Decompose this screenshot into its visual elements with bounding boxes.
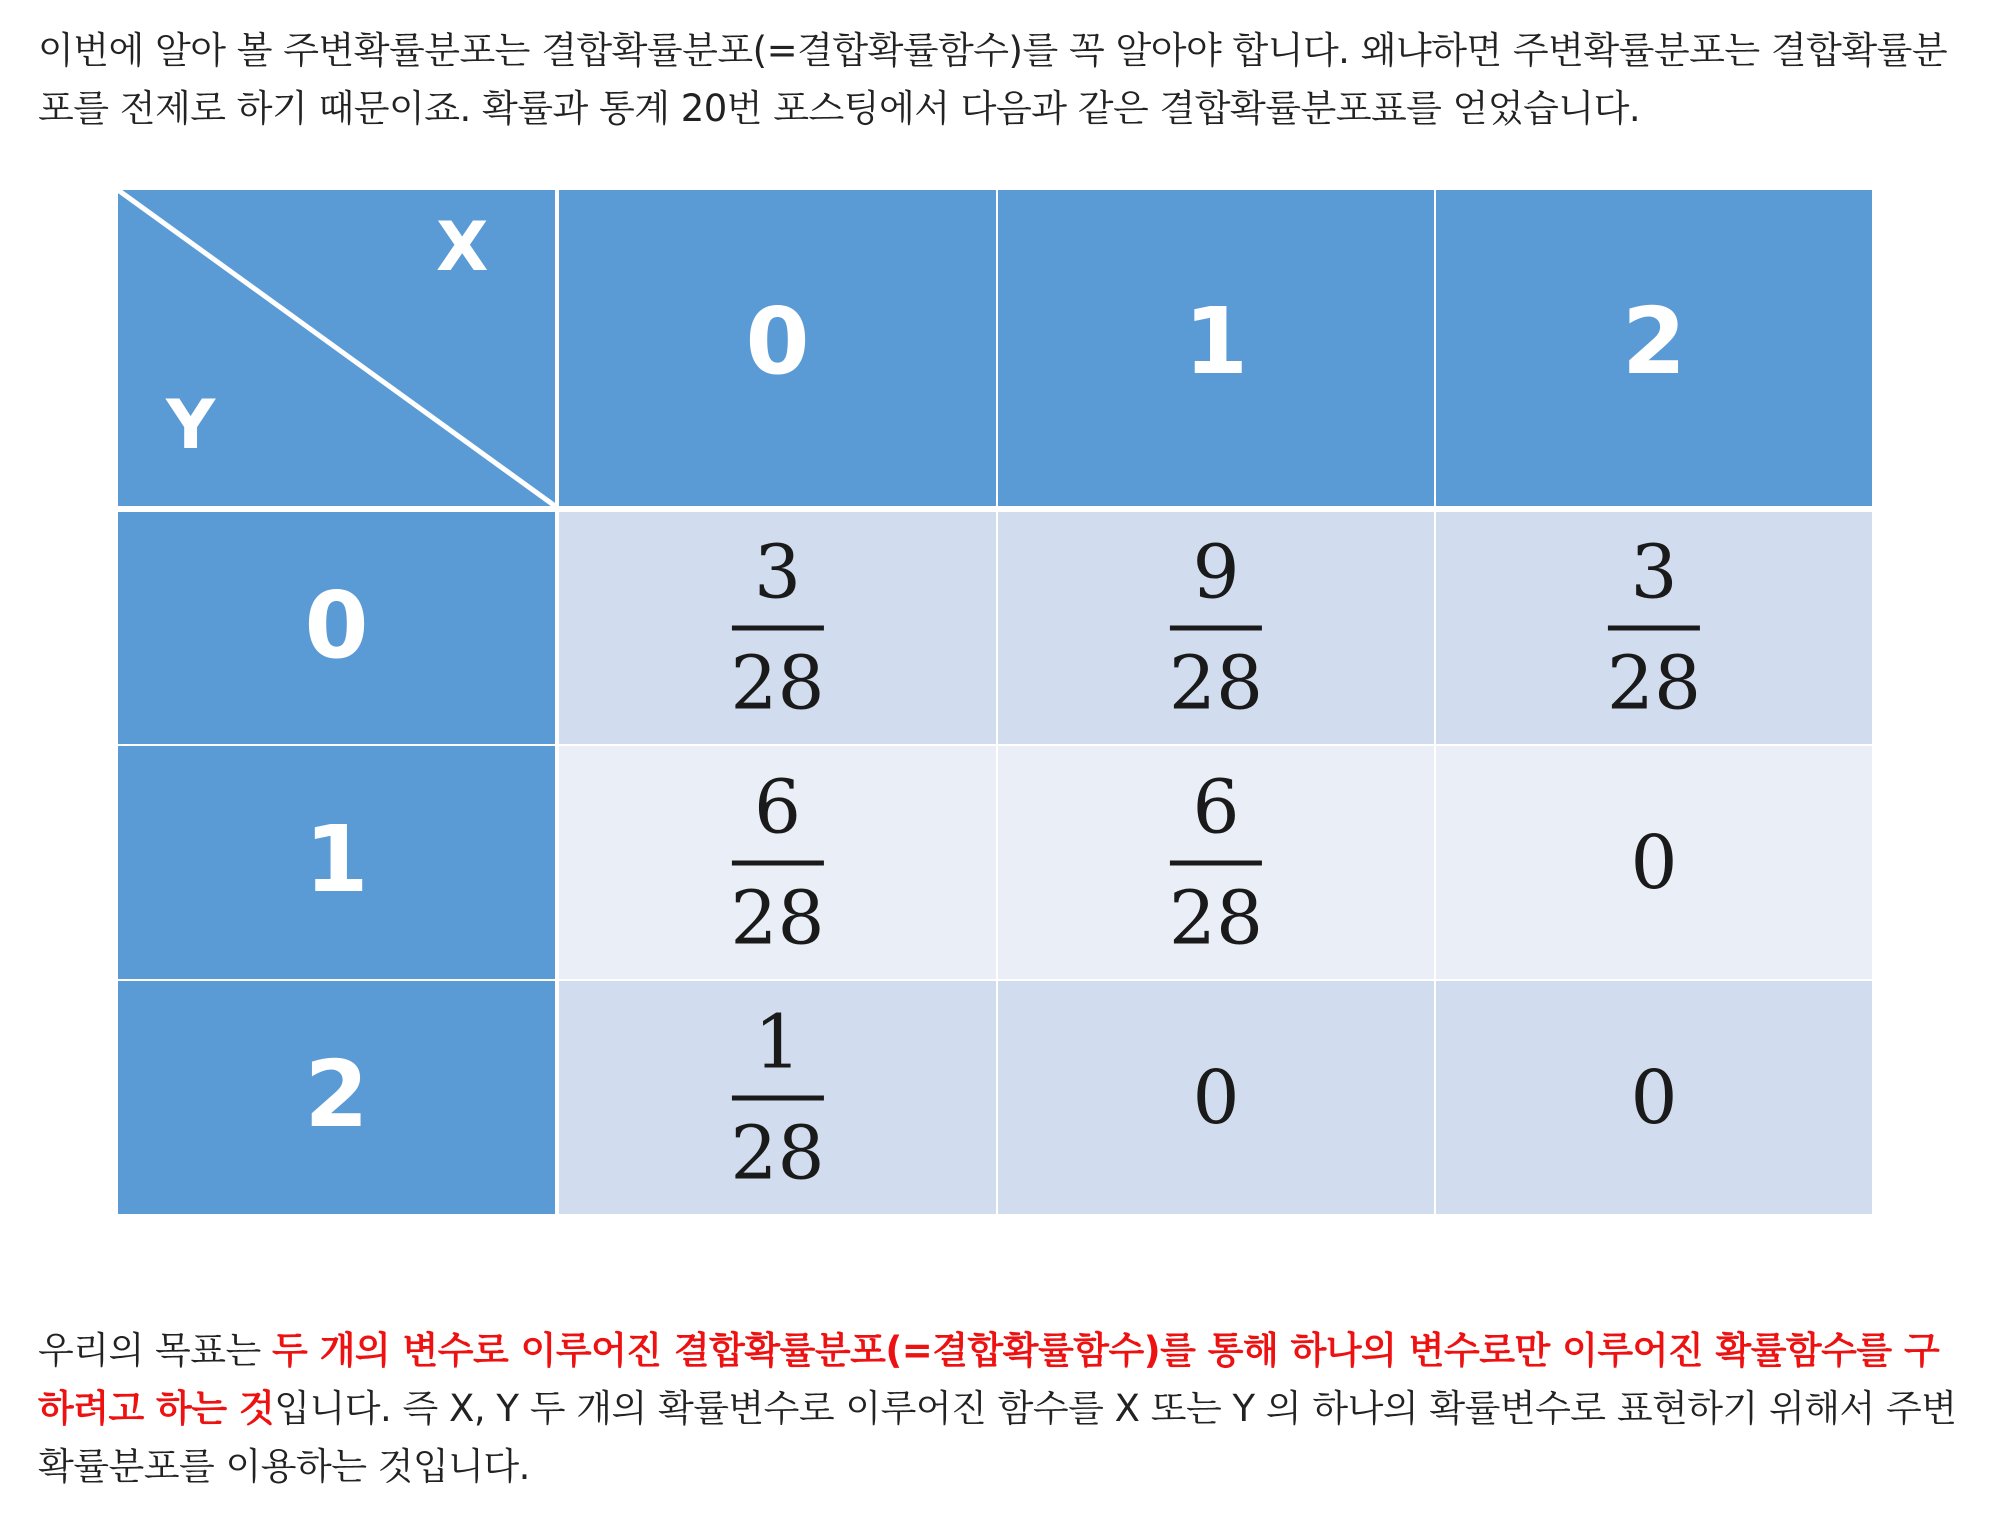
column-header-label: 0 <box>745 288 810 395</box>
cell-y2-x0 <box>559 981 996 1214</box>
cell-y0-x2 <box>1436 512 1872 744</box>
row-header-y0 <box>118 512 555 744</box>
cell-value: 0 <box>1630 819 1678 906</box>
denominator: 28 <box>730 640 825 727</box>
fraction <box>730 997 824 1198</box>
cell-value: 0 <box>1630 1054 1678 1141</box>
column-header-label: 1 <box>1183 288 1248 395</box>
fraction-bar <box>731 626 823 631</box>
fraction-bar <box>1608 626 1700 631</box>
numerator: 6 <box>753 764 802 850</box>
denominator: 28 <box>730 875 825 961</box>
column-header-x0 <box>559 190 996 506</box>
numerator: 6 <box>1192 764 1240 850</box>
cell-y1-x0 <box>559 746 996 979</box>
cell-y0-x0 <box>559 512 996 744</box>
fraction <box>1607 528 1701 729</box>
row-header-label: 0 <box>304 572 369 679</box>
numerator: 1 <box>753 999 802 1085</box>
row-header-y2 <box>118 981 555 1214</box>
numerator: 3 <box>1630 529 1678 616</box>
fraction <box>730 762 824 963</box>
column-header-x2 <box>1436 190 1872 506</box>
column-header-x1 <box>998 190 1434 506</box>
conclusion-highlight: 두 개의 변수로 이루어진 결합확률분포(=결합확률함수)를 통해 하나의 변수로만 이루어진 확률함수를 구하려고 하는 것 <box>38 1329 1940 1430</box>
fraction <box>1169 762 1263 963</box>
conclusion-suffix: 입니다. 즉 X, Y 두 개의 확률변수로 이루어진 함수를 X 또는 Y 의 하나의 확률변수로 표현하기 위해서 주변확률분포를 이용하는 것입니다. <box>38 1387 1957 1488</box>
fraction <box>1169 528 1263 729</box>
intro-line-1: 이번에 알아 볼 주변확률분포는 결합확률분포(=결합확률함수)를 꼭 알아야 합니다. 왜냐하면 주변확률분포는 결합확률분 <box>38 29 1948 72</box>
conclusion-prefix: 우리의 목표는 <box>38 1329 272 1372</box>
fraction-bar <box>1170 860 1262 865</box>
numerator: 9 <box>1192 529 1240 616</box>
cell-y1-x1 <box>998 746 1434 979</box>
fraction-bar <box>1170 626 1262 631</box>
denominator: 28 <box>1606 640 1702 727</box>
fraction-bar <box>731 860 823 865</box>
fraction <box>730 528 824 729</box>
cell-y2-x2 <box>1436 981 1872 1214</box>
x-axis-label: X <box>436 208 489 287</box>
intro-paragraph <box>38 22 1968 138</box>
row-header-y1 <box>118 746 555 979</box>
conclusion-paragraph <box>38 1322 1968 1496</box>
numerator: 3 <box>753 529 802 616</box>
column-header-label: 2 <box>1621 288 1686 395</box>
cell-y1-x2 <box>1436 746 1872 979</box>
cell-y0-x1 <box>998 512 1434 744</box>
cell-y2-x1 <box>998 981 1434 1214</box>
intro-line-2: 포를 전제로 하기 때문이죠. 확률과 통계 20번 포스팅에서 다음과 같은 결합확률분포표를 얻었습니다. <box>38 87 1641 130</box>
joint-probability-table <box>118 190 1872 1214</box>
denominator: 28 <box>1168 640 1264 727</box>
y-axis-label: Y <box>166 386 216 465</box>
fraction-bar <box>731 1095 823 1100</box>
table-corner-cell <box>118 190 555 506</box>
denominator: 28 <box>730 1110 825 1196</box>
cell-value: 0 <box>1192 1054 1240 1141</box>
row-header-label: 1 <box>304 806 369 913</box>
row-header-label: 2 <box>304 1041 369 1148</box>
denominator: 28 <box>1168 875 1264 961</box>
